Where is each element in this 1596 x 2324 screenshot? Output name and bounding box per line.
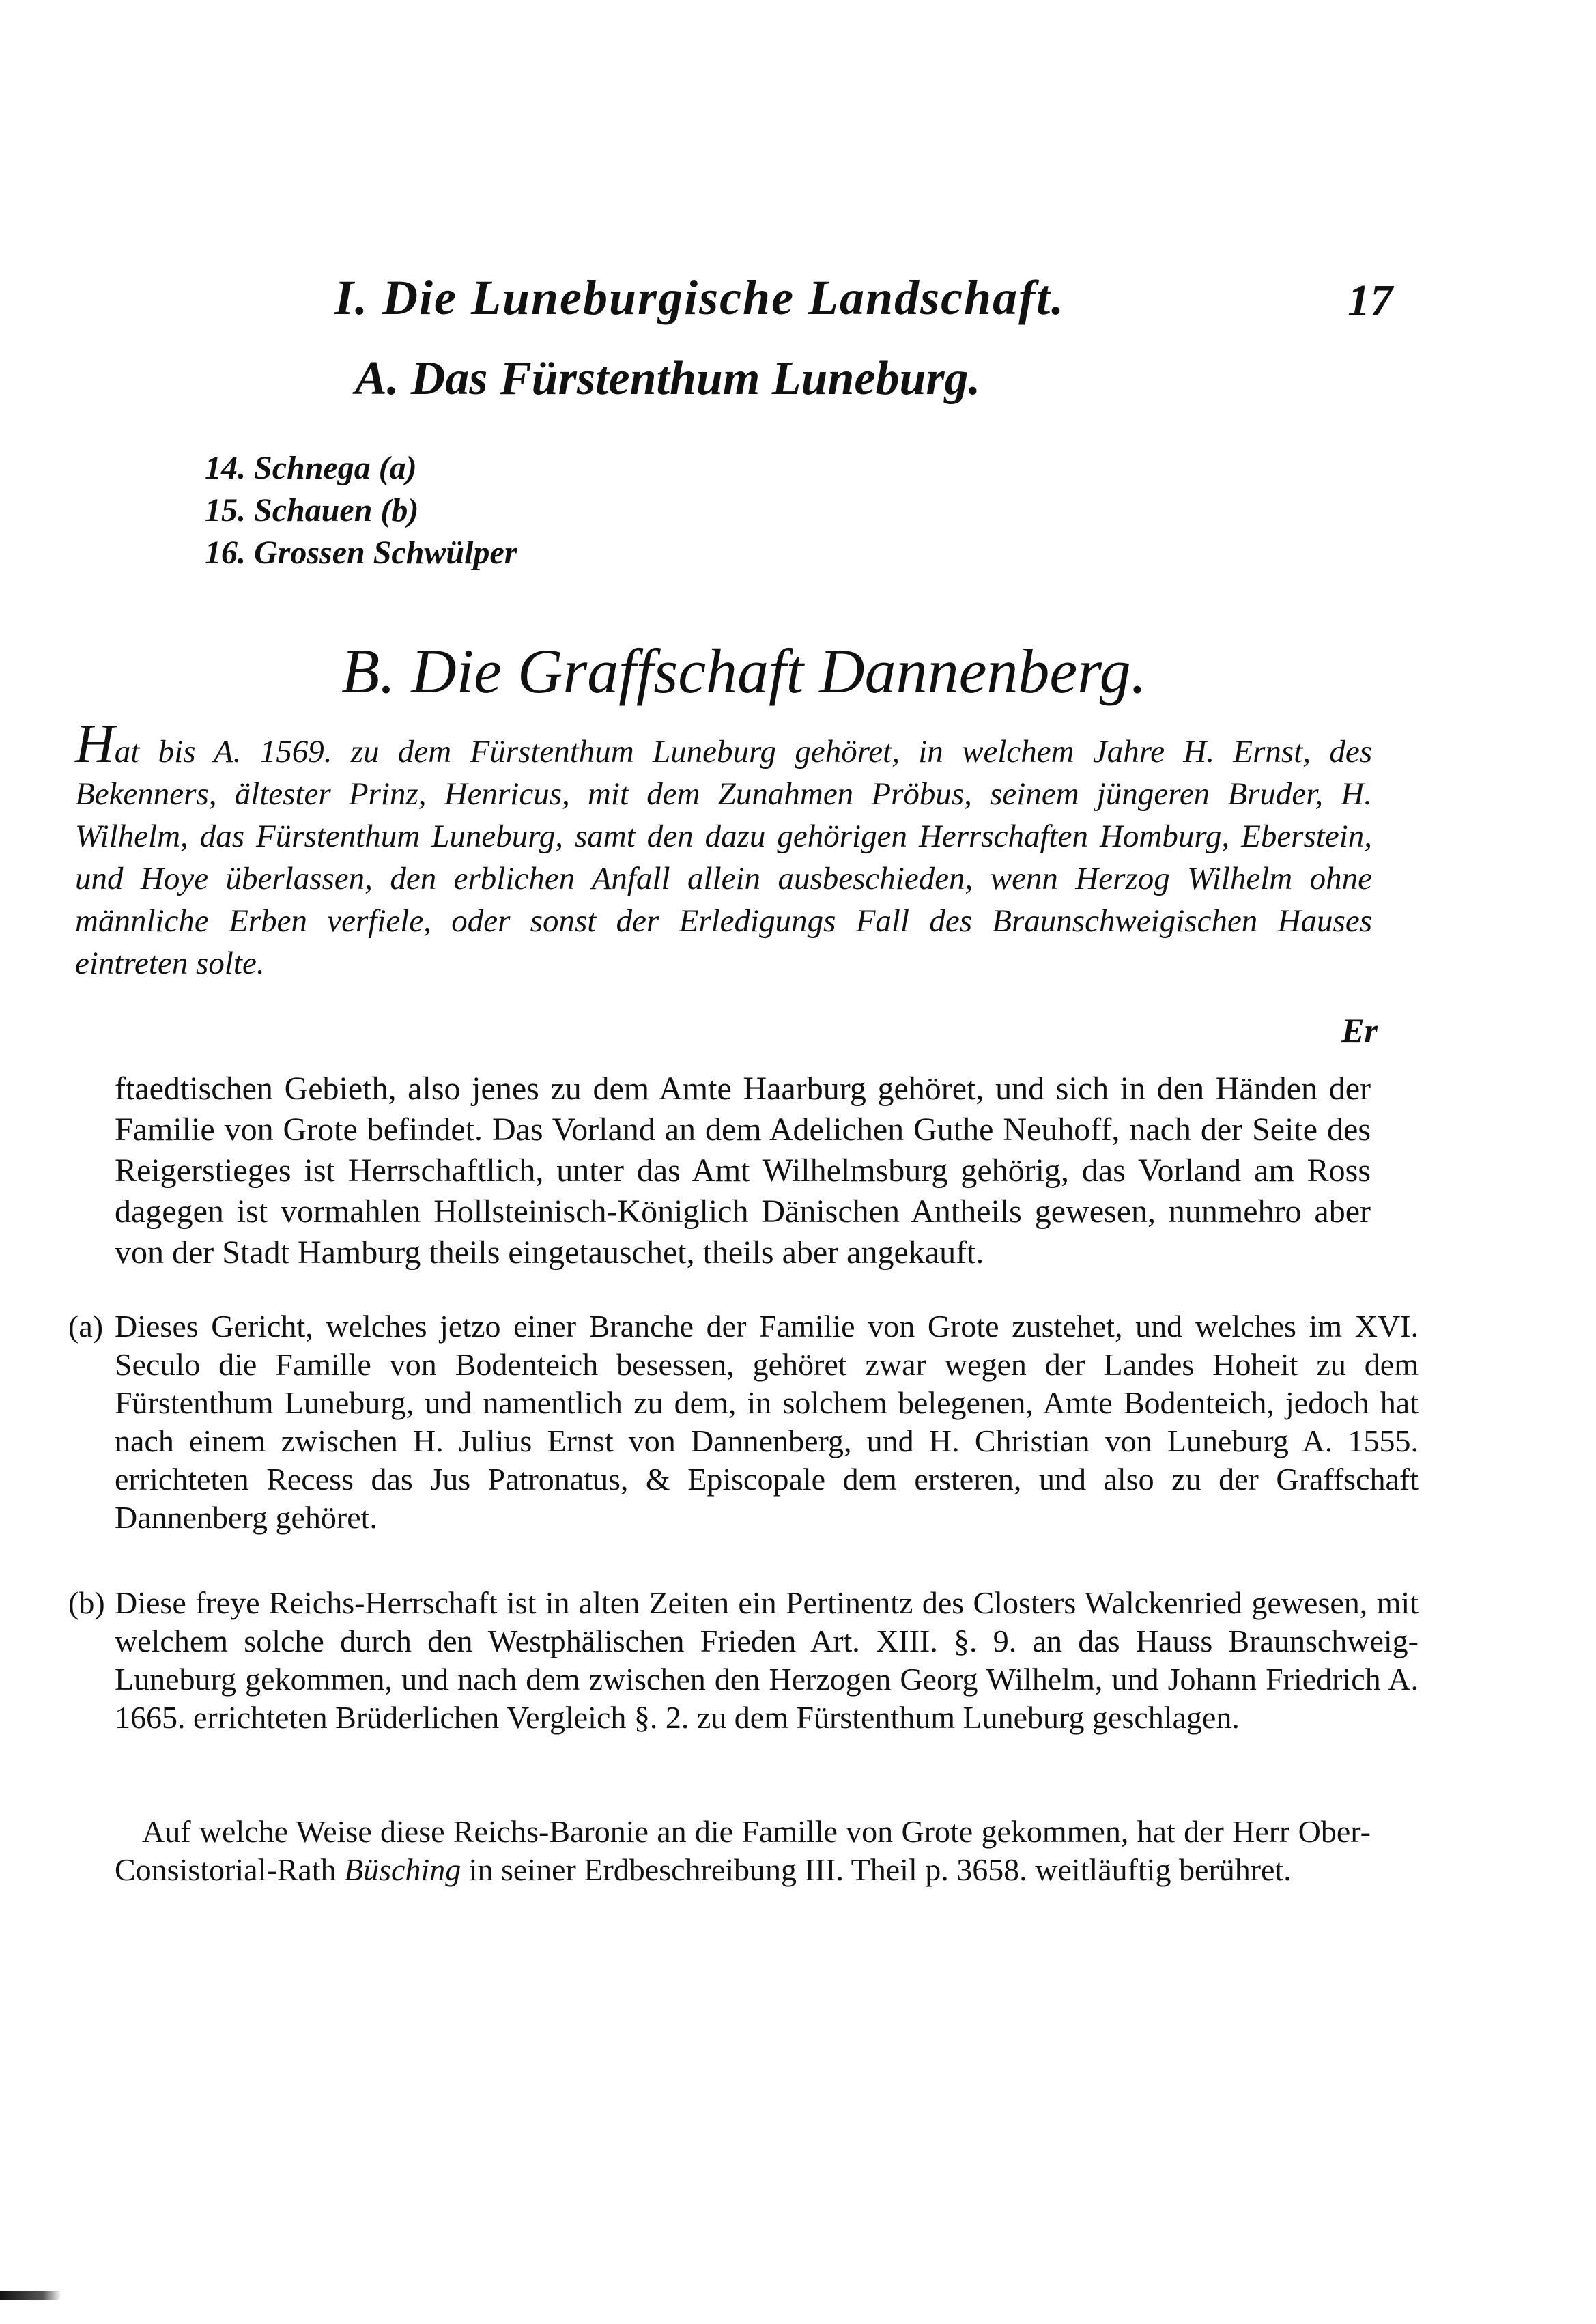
list-item-number: 14. xyxy=(205,450,246,486)
list-item xyxy=(205,447,517,490)
catchword: Er xyxy=(1341,1011,1378,1049)
footnote-text: Diese freye Reichs-Herrschaft ist in alten Zeiten ein Pertinentz des Closters Walckenried gewesen, mit welchem solche durch den Westphälischen Frieden Art. XIII. §. 9. an das Hauss Braunschweig-Luneburg gekommen, und nach dem zwischen den Herzogen Georg Wilhelm, und Johann Friedrich A. 1665. errichteten Brüderlichen Vergleich §. 2. zu dem Fürstenthum Luneburg geschlagen. xyxy=(115,1585,1419,1735)
list-item-number: 16. xyxy=(205,535,246,571)
numbered-list xyxy=(205,447,517,574)
footnote-b-continuation xyxy=(115,1813,1371,1889)
continuation-paragraph: ftaedtischen Gebieth, also jenes zu dem Amte Haarburg gehöret, und sich in den Händen der Familie von Grote befindet. Das Vorland an dem Adelichen Guthe Neuhoff, nach der Seite des Reigerstieges ist Herrschaftlich, unter das Amt Wilhelmsburg gehörig, das Vorland am Ross dagegen ist vormahlen Hollsteinisch-Königlich Dänischen Antheils gewesen, nunmehro aber von der Stadt Hamburg theils eingetauschet, theils aber angekauft. xyxy=(115,1071,1371,1271)
page-header xyxy=(314,270,1393,338)
list-item xyxy=(205,490,517,532)
page-edge-mark xyxy=(0,2291,61,2300)
footnote-b xyxy=(68,1584,1419,1737)
running-title: I. Die Luneburgische Landschaft. xyxy=(334,270,1066,325)
list-item-name: Schauen (b) xyxy=(254,492,419,528)
chapter-subtitle: A. Das Fürstenthum Luneburg. xyxy=(355,352,981,405)
footnote-marker: (b) xyxy=(68,1585,105,1620)
footnote-text: Dieses Gericht, welches jetzo einer Branche der Familie von Grote zustehet, und welches im XVI. Seculo die Famille von Bodenteich besessen, gehöret zwar wegen der Landes Hoheit zu dem Fürstenthum Luneburg, und namentlich zu dem, in solchem belegenen, Amte Bodenteich, jedoch hat nach einem zwischen H. Julius Ernst von Dannenberg, und H. Christian von Luneburg A. 1555. errichteten Recess das Jus Patronatus, & Episcopale dem ersteren, und also zu der Graffschaft Dannenberg gehöret. xyxy=(115,1309,1419,1535)
drop-cap: H xyxy=(75,714,115,774)
intro-text: at bis A. 1569. zu dem Fürstenthum Luneburg gehöret, in welchem Jahre H. Ernst, des Bekenners, ältester Prinz, Henricus, mit dem Zunahmen Pröbus, seinem jüngeren Bruder, H. Wilhelm, das Fürstenthum Luneburg, samt den dazu gehörigen Herrschaften Homburg, Eberstein, und Hoye überlassen, den erblichen Anfall allein ausbeschieden, wenn Herzog Wilhelm ohne männliche Erben verfiele, oder sonst der Erledigungs Fall des Braunschweigischen Hauses eintreten solte. xyxy=(75,734,1372,981)
footnote-continuation-text: Auf welche Weise diese Reichs-Baronie an die Famille von Grote gekommen, hat der Herr Ober-Consistorial-Rath xyxy=(115,1814,1371,1887)
section-heading: B. Die Graffschaft Dannenberg. xyxy=(341,636,1147,706)
list-item-number: 15. xyxy=(205,492,246,528)
list-item-name: Schnega (a) xyxy=(254,450,417,486)
intro-paragraph xyxy=(75,714,1372,984)
list-item xyxy=(205,532,517,574)
list-item-name: Grossen Schwülper xyxy=(254,535,517,571)
author-name: Büsching xyxy=(344,1852,461,1887)
footnote-marker: (a) xyxy=(68,1309,104,1344)
page-number: 17 xyxy=(1348,276,1393,326)
footnote-continuation-text: in seiner Erdbeschreibung III. Theil p. 3658. weitläuftig berühret. xyxy=(461,1852,1292,1887)
footnote-a xyxy=(68,1307,1419,1537)
